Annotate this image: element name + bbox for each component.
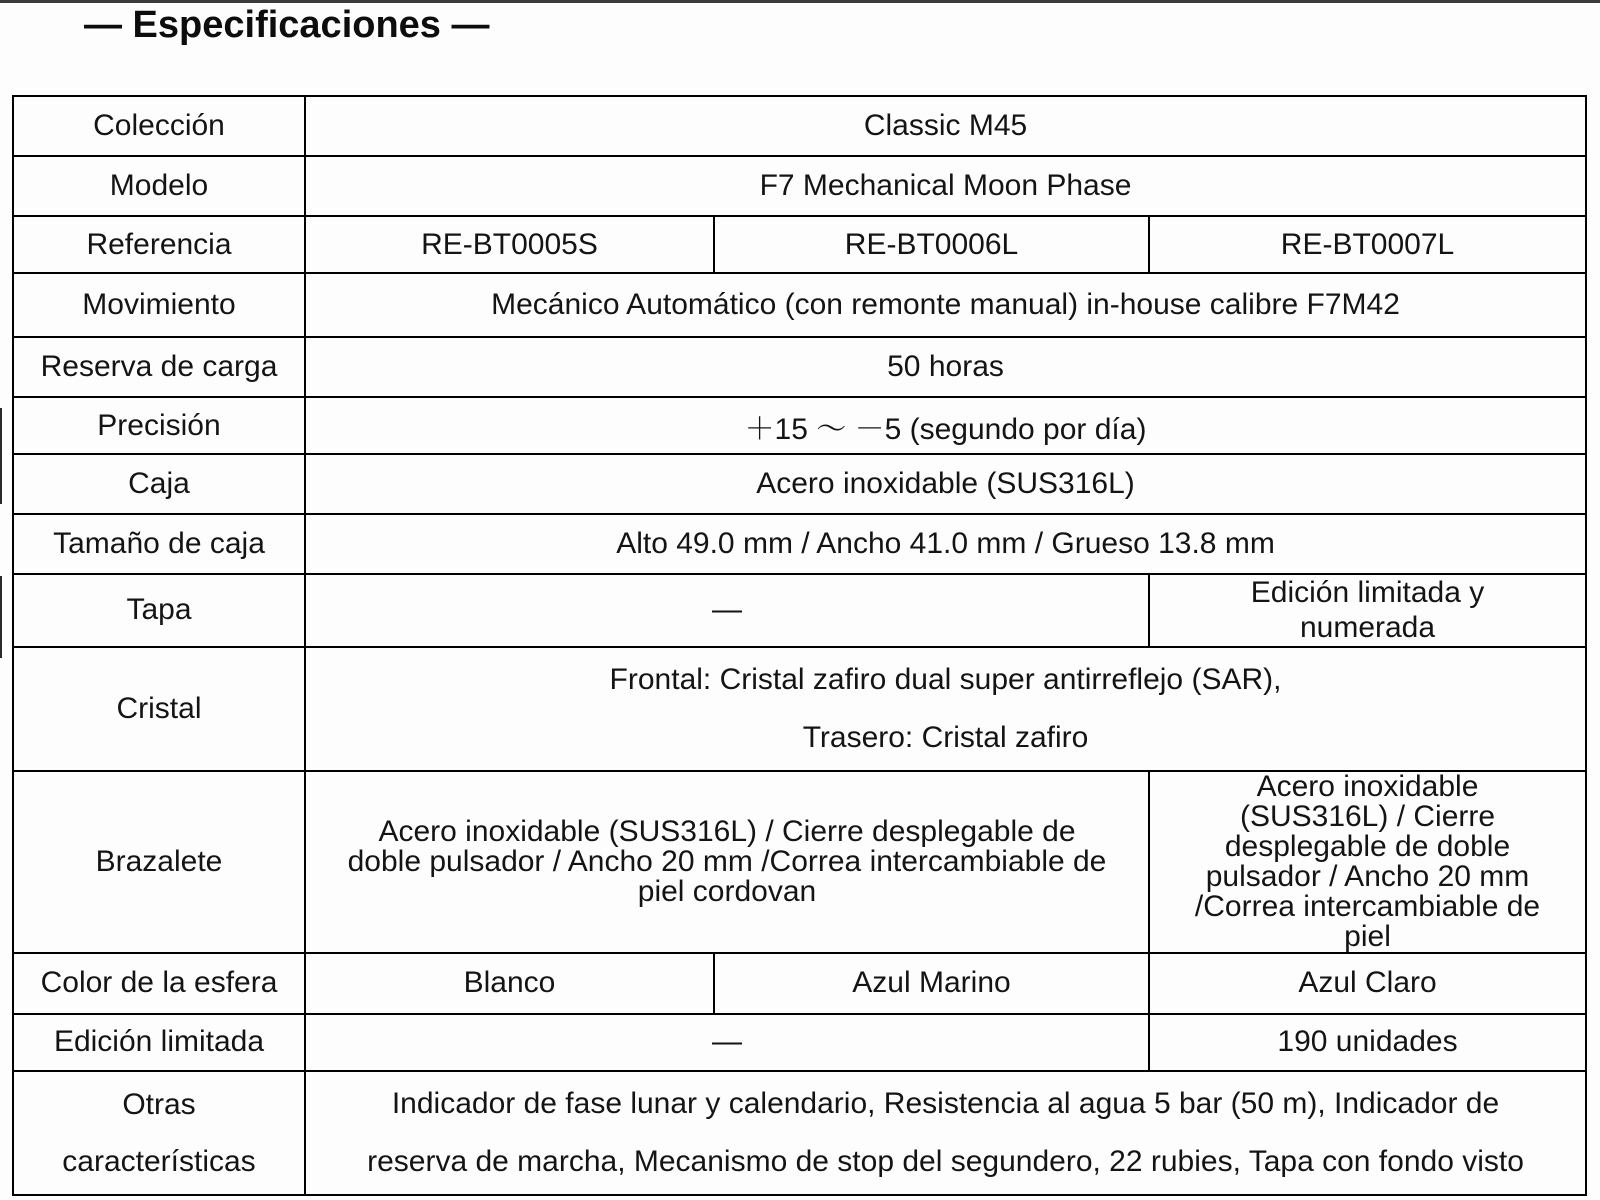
cell-line: Acero inoxidable (SUS316L) / Cierre desplegable de <box>378 814 1076 848</box>
row-label: Reserva de carga <box>13 337 305 397</box>
page-title: — Especificaciones — <box>84 4 490 46</box>
cell-value: RE-BT0007L <box>1149 216 1586 273</box>
cell-line: desplegable de doble <box>1224 829 1511 863</box>
row-movimiento <box>13 273 1586 337</box>
cell-value <box>305 1071 1586 1195</box>
row-cristal <box>13 647 1586 771</box>
row-label: Precisión <box>13 397 305 454</box>
row-brazalete <box>13 771 1586 953</box>
cell-line: Indicador de fase lunar y calendario, Resistencia al agua 5 bar (50 m), Indicador de <box>391 1086 1500 1120</box>
cell-value: Classic M45 <box>305 96 1586 156</box>
cell-line: doble pulsador / Ancho 20 mm /Correa intercambiable de <box>347 844 1107 878</box>
cell-line: Trasero: Cristal zafiro <box>802 720 1089 754</box>
cell-value: Alto 49.0 mm / Ancho 41.0 mm / Grueso 13.8 mm <box>305 514 1586 574</box>
cell-value: — <box>305 1014 1149 1071</box>
row-coleccion <box>13 96 1586 156</box>
cell-value: Acero inoxidable (SUS316L) <box>305 454 1586 514</box>
row-caja <box>13 454 1586 514</box>
row-edicion-limitada <box>13 1014 1586 1071</box>
cell-value: F7 Mechanical Moon Phase <box>305 156 1586 216</box>
row-label: Brazalete <box>13 771 305 953</box>
row-label: Referencia <box>13 216 305 273</box>
cell-value: ＋15 ～ －5 (segundo por día) <box>305 397 1586 454</box>
row-color-de-la-esfera <box>13 953 1586 1014</box>
cell-value: RE-BT0006L <box>714 216 1149 273</box>
row-label: Color de la esfera <box>13 953 305 1014</box>
cell-line: numerada <box>1299 611 1436 645</box>
cell-line: piel cordovan <box>637 874 817 908</box>
row-label: Cristal <box>13 647 305 771</box>
scan-artifact <box>0 408 2 504</box>
page-top-edge-line <box>0 0 1600 3</box>
cell-line: piel <box>1344 919 1391 953</box>
row-modelo <box>13 156 1586 216</box>
row-precision <box>13 397 1586 454</box>
cell-value: Azul Claro <box>1149 953 1586 1014</box>
row-label: Modelo <box>13 156 305 216</box>
cell-value: RE-BT0005S <box>305 216 714 273</box>
cell-line: (SUS316L) / Cierre <box>1239 799 1496 833</box>
row-referencia <box>13 216 1586 273</box>
row-label: Caja <box>13 454 305 514</box>
row-label: Tapa <box>13 574 305 647</box>
cell-value <box>1149 574 1586 647</box>
row-label: Movimiento <box>13 273 305 337</box>
cell-value <box>305 647 1586 771</box>
cell-line: pulsador / Ancho 20 mm <box>1205 859 1530 893</box>
cell-value: 190 unidades <box>1149 1014 1586 1071</box>
cell-value: — <box>305 574 1149 647</box>
cell-value: Mecánico Automático (con remonte manual) in-house calibre F7M42 <box>305 273 1586 337</box>
specifications-table <box>12 95 1587 1196</box>
cell-value: Blanco <box>305 953 714 1014</box>
row-label: Tamaño de caja <box>13 514 305 574</box>
row-reserva-de-carga <box>13 337 1586 397</box>
label-line: características <box>62 1144 256 1178</box>
cell-line: reserva de marcha, Mecanismo de stop del segundero, 22 rubies, Tapa con fondo visto <box>367 1144 1524 1178</box>
cell-value <box>1149 771 1586 953</box>
cell-line: /Correa intercambiable de <box>1194 889 1541 923</box>
cell-line: Edición limitada y <box>1250 576 1485 609</box>
scan-artifact <box>0 576 2 658</box>
cell-line: Frontal: Cristal zafiro dual super antirreflejo (SAR), <box>609 662 1282 696</box>
cell-value <box>305 771 1149 953</box>
row-label: Edición limitada <box>13 1014 305 1071</box>
cell-value: Azul Marino <box>714 953 1149 1014</box>
row-tamano-de-caja <box>13 514 1586 574</box>
cell-line: Acero inoxidable <box>1256 770 1479 803</box>
row-label: Colección <box>13 96 305 156</box>
row-label <box>13 1071 305 1195</box>
specifications-table-wrap <box>12 95 1587 1196</box>
label-line: Otras <box>122 1087 196 1121</box>
cell-value: 50 horas <box>305 337 1586 397</box>
row-otras-caracteristicas <box>13 1071 1586 1195</box>
row-tapa <box>13 574 1586 647</box>
